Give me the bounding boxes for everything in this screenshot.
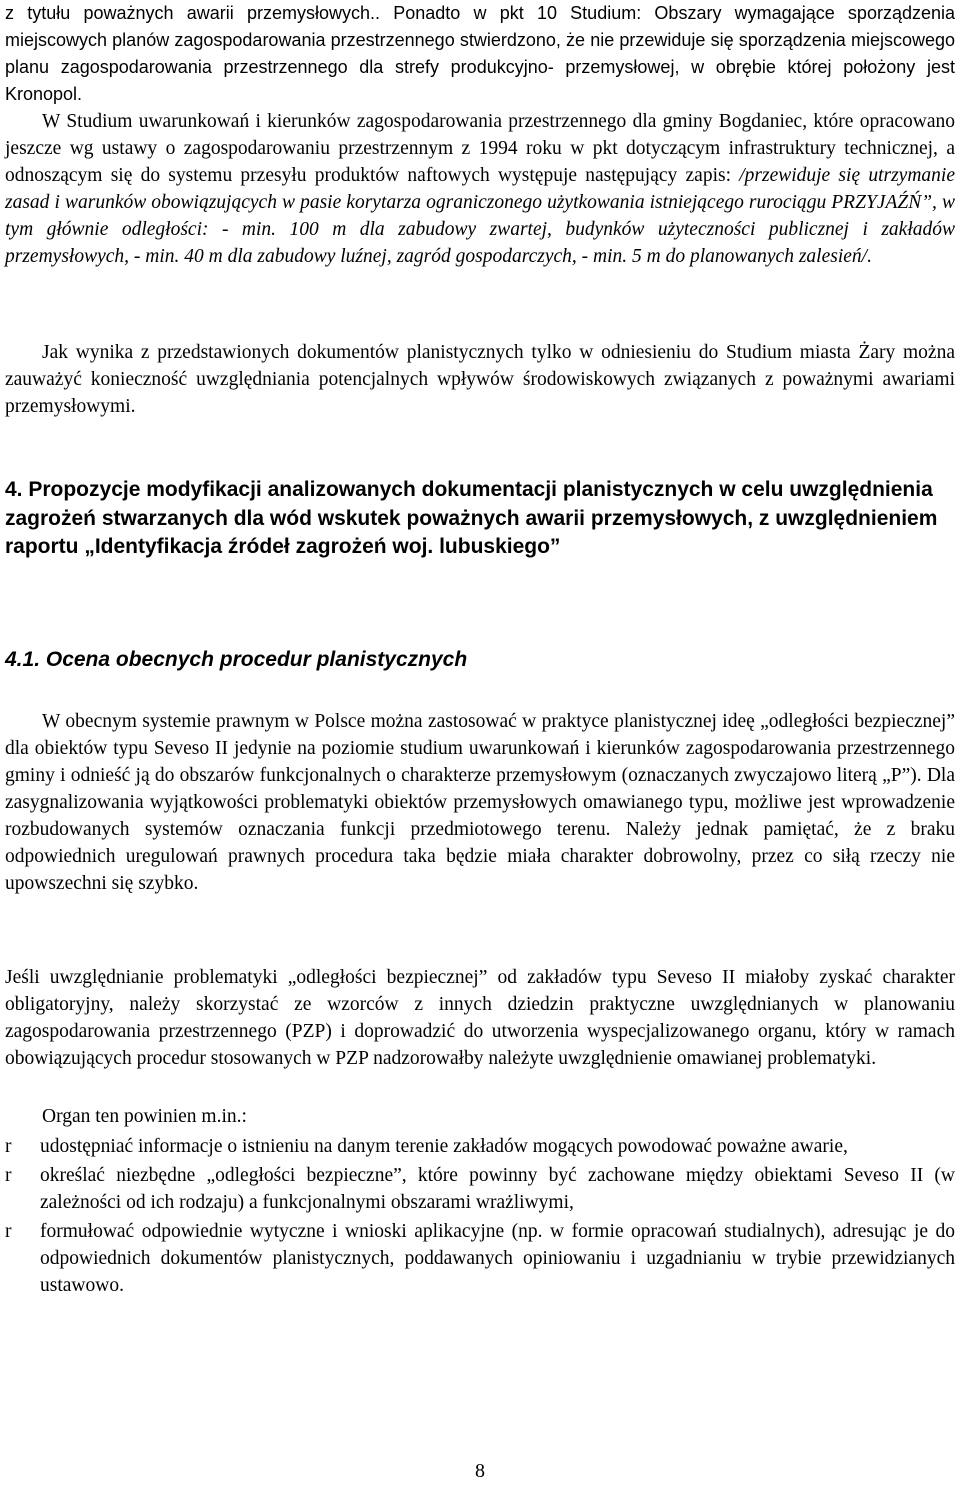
paragraph-zary: Jak wynika z przedstawionych dokumentów planistycznych tylko w odniesieniu do Studium miasta Żary można zauważyć konieczność uwzględniania potencjalnych wpływów środowiskowych związanych z poważnymi awariami przemysłowymi. [5,342,955,417]
paragraph-seveso-2: Jeśli uwzględnianie problematyki „odległości bezpiecznej” od zakładów typu Seveso II miałoby zyskać charakter obligatoryjny, należy skorzystać ze wzorców z innych dziedzin praktyczne uwzględnianych w planowaniu zagospodarowania przestrzennego (PZP) i doprowadzić do utworzenia wyspecjalizowanego organu, który w ramach obowiązujących procedur stosowanych w PZP nadzorowałby należyte uwzględnienie omawianej problematyki. [5,967,955,1069]
list-item-text: udostępniać informacje o istnieniu na danym terenie zakładów mogących powodować poważne awarie, [40,1136,848,1157]
paragraph-bogdaniec-text: W Studium uwarunkowań i kierunków zagospodarowania przestrzennego dla gminy Bogdaniec, które opracowano jeszcze wg ustawy o zagospodarowaniu przestrzennym z 1994 roku w pkt dotyczącym infrastruktury technicznej, a odnoszącym się do systemu przesyłu produktów naftowych występuje następujący zapis: [5,111,955,186]
list-intro: Organ ten powinien m.in.: [42,1106,247,1127]
paragraph-seveso-1: W obecnym systemie prawnym w Polsce można zastosować w praktyce planistycznej ideę „odległości bezpiecznej” dla obiektów typu Seveso II jedynie na poziomie studium uwarunkowań i kierunków zagospodarowania przestrzennego gminy i odnieść ją do obszarów funkcjonalnych o charakterze przemysłowym (oznaczanych zwyczajowo literą „P”). Dla zasygnalizowania wyjątkowości problematyki obiektów przemysłowych omawianego typu, możliwe jest wprowadzenie rozbudowanych systemów oznaczania funkcji przedmiotowego terenu. Należy jednak pamiętać, że z braku odpowiednich uregulowań prawnych procedura taka będzie miała charakter dobrowolny, przez co siłą rzeczy nie upowszechni się szybko. [5,711,955,894]
paragraph-bogdaniec [5,108,955,270]
paragraph-bogdaniec-quote: /przewiduje się utrzymanie zasad i warunków obowiązujących w pasie korytarza ograniczonego użytkowania istniejącego rurociągu PRZYJAŹŃ”, w tym głównie odległości: - min. 100 m dla zabudowy zwartej, budynków użyteczności publicznej i zakładów przemysłowych, - min. 40 m dla zabudowy luźnej, zagród gospodarczych, - min. 5 m do planowanych zalesień/. [5,165,955,267]
page-number: 8 [475,1460,485,1482]
list-item [5,1133,955,1160]
duties-list [5,1133,955,1299]
section-heading-4: 4. Propozycje modyfikacji analizowanych dokumentacji planistycznych w celu uwzględnienia zagrożeń stwarzanych dla wód wskutek poważnych awarii przemysłowych, z uwzględnieniem raportu „Identyfikacja źródeł zagrożeń woj. lubuskiego” [5,478,938,558]
list-item [5,1162,955,1216]
bullet-marker: r [5,1136,12,1157]
list-item-text: określać niezbędne „odległości bezpieczne”, które powinny być zachowane między obiektami Seveso II (w zależności od ich rodzaju) a funkcjonalnymi obszarami wrażliwymi, [40,1165,955,1213]
list-item [5,1218,955,1299]
paragraph-intro: z tytułu poważnych awarii przemysłowych.. Ponadto w pkt 10 Studium: Obszary wymagające sporządzenia miejscowych planów zagospodarowania przestrzennego stwierdzono, że nie przewiduje się sporządzenia miejscowego planu zagospodarowania przestrzennego dla strefy produkcyjno- przemysłowej, w obrębie której położony jest Kronopol. [5,3,955,104]
list-item-text: formułować odpowiednie wytyczne i wnioski aplikacyjne (np. w formie opracowań studialnych), adresując je do odpowiednich dokumentów planistycznych, poddawanych opiniowaniu i uzgadnianiu w trybie przewidzianych ustawowo. [40,1221,955,1296]
bullet-marker: r [5,1165,12,1186]
section-heading-4-1: 4.1. Ocena obecnych procedur planistycznych [5,648,468,671]
bullet-marker: r [5,1221,12,1242]
